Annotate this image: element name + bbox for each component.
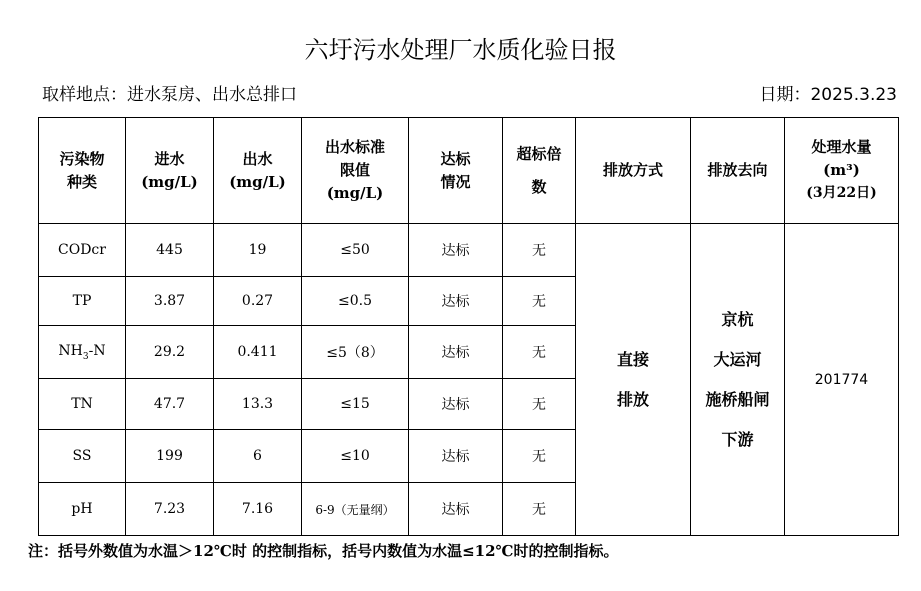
header-compliance: 达标 情况 — [409, 118, 503, 224]
outflow-cell: 0.411 — [214, 326, 302, 379]
compliance-cell: 达标 — [409, 483, 503, 536]
inflow-cell: 3.87 — [126, 277, 214, 326]
exceed-cell: 无 — [503, 277, 576, 326]
volume-cell: 201774 — [785, 224, 899, 536]
compliance-cell: 达标 — [409, 277, 503, 326]
compliance-cell: 达标 — [409, 224, 503, 277]
compliance-cell: 达标 — [409, 430, 503, 483]
water-quality-table — [38, 117, 899, 536]
exceed-cell: 无 — [503, 326, 576, 379]
standard-cell: ≤50 — [302, 224, 409, 277]
pollutant-cell: $NH_3-N$ — [39, 326, 126, 379]
header-standard: 出水标准 限值 (mg/L) — [302, 118, 409, 224]
standard-cell: ≤10 — [302, 430, 409, 483]
header-pollutant: 污染物 种类 — [39, 118, 126, 224]
outflow-cell: 6 — [214, 430, 302, 483]
header-exceed: 超标倍 数 — [503, 118, 576, 224]
inflow-cell: 199 — [126, 430, 214, 483]
table-row — [39, 224, 899, 277]
outflow-cell: 19 — [214, 224, 302, 277]
inflow-cell: 29.2 — [126, 326, 214, 379]
discharge-direction-cell: 京杭 大运河 施桥船闸 下游 — [691, 224, 785, 536]
compliance-cell: 达标 — [409, 379, 503, 430]
exceed-cell: 无 — [503, 430, 576, 483]
outflow-cell: 7.16 — [214, 483, 302, 536]
standard-cell: ≤5（8） — [302, 326, 409, 379]
outflow-cell: 13.3 — [214, 379, 302, 430]
inflow-cell: 47.7 — [126, 379, 214, 430]
inflow-cell: 445 — [126, 224, 214, 277]
inflow-cell: 7.23 — [126, 483, 214, 536]
report-title: 六圩污水处理厂水质化验日报 — [304, 36, 617, 64]
report-date: 日期：2025.3.23 — [759, 85, 897, 105]
pollutant-cell: SS — [39, 430, 126, 483]
exceed-cell: 无 — [503, 379, 576, 430]
outflow-cell: 0.27 — [214, 277, 302, 326]
compliance-cell: 达标 — [409, 326, 503, 379]
header-inflow: 进水 (mg/L) — [126, 118, 214, 224]
discharge-method-cell: 直接 排放 — [576, 224, 691, 536]
header-row — [39, 118, 899, 224]
pollutant-cell: TP — [39, 277, 126, 326]
exceed-cell: 无 — [503, 483, 576, 536]
standard-cell: ≤0.5 — [302, 277, 409, 326]
pollutant-cell: pH — [39, 483, 126, 536]
pollutant-cell: CODcr — [39, 224, 126, 277]
sampling-location: 取样地点：进水泵房、出水总排口 — [42, 85, 297, 105]
header-outflow: 出水 (mg/L) — [214, 118, 302, 224]
standard-cell: ≤15 — [302, 379, 409, 430]
standard-cell: 6-9（无量纲） — [302, 483, 409, 536]
footnote: 注：括号外数值为水温＞12℃时 的控制指标，括号内数值为水温≤12℃时的控制指标。 — [28, 542, 619, 560]
exceed-cell: 无 — [503, 224, 576, 277]
pollutant-cell: TN — [39, 379, 126, 430]
header-volume: 处理水量 (m³) (3月22日) — [785, 118, 899, 224]
header-discharge-method: 排放方式 — [576, 118, 691, 224]
header-discharge-direction: 排放去向 — [691, 118, 785, 224]
